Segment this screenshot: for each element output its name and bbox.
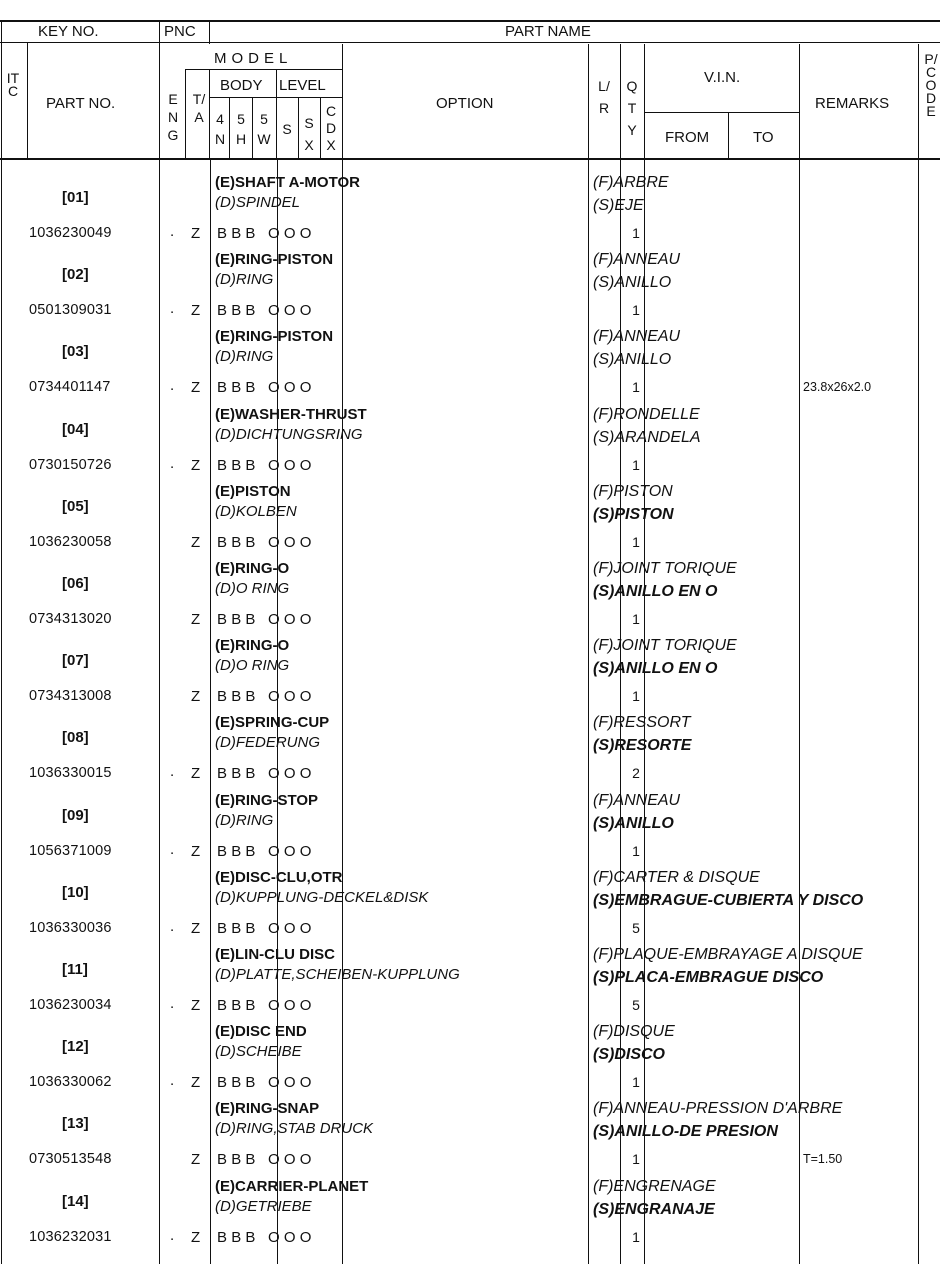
level-col-sx: SX xyxy=(304,115,314,153)
header-row1-divider xyxy=(0,42,940,43)
key-number: [13] xyxy=(62,1115,89,1132)
model-codes: BBB OOO xyxy=(217,534,316,551)
option-german: (D)RING xyxy=(215,812,274,829)
option-french: (F)ENGRENAGE xyxy=(593,1178,716,1195)
option-german: (D)O RING xyxy=(215,657,290,674)
level-col-s: S xyxy=(282,121,292,137)
body-col-5w: 5W xyxy=(257,111,271,147)
option-col-divider xyxy=(342,44,343,160)
quantity: 1 xyxy=(632,534,640,550)
model-codes: BBB OOO xyxy=(217,997,316,1014)
header-top-border xyxy=(0,20,940,22)
quantity: 1 xyxy=(632,302,640,318)
key-number: [03] xyxy=(62,343,89,360)
pnc-header: PNC xyxy=(164,23,196,40)
option-french: (F)PLAQUE-EMBRAYAGE A DISQUE xyxy=(593,946,863,963)
option-spanish: (S)PLACA-EMBRAGUE DISCO xyxy=(593,969,824,986)
key-number: [06] xyxy=(62,575,89,592)
option-english: (E)WASHER-THRUST xyxy=(215,406,367,423)
option-header: OPTION xyxy=(436,95,494,112)
option-english: (E)SHAFT A-MOTOR xyxy=(215,174,360,191)
level-header: LEVEL xyxy=(279,77,326,94)
model-codes: BBB OOO xyxy=(217,302,316,319)
header-left-border xyxy=(1,20,2,160)
option-english: (E)DISC-CLU,OTR xyxy=(215,869,343,886)
from-to-divider xyxy=(728,112,729,160)
quantity: 1 xyxy=(632,225,640,241)
option-english: (E)RING-STOP xyxy=(215,792,319,809)
option-french: (F)ANNEAU xyxy=(593,328,681,345)
option-german: (D)RING,STAB DRUCK xyxy=(215,1120,374,1137)
option-german: (D)SCHEIBE xyxy=(215,1043,302,1060)
option-french: (F)RONDELLE xyxy=(593,406,700,423)
option-german: (D)KOLBEN xyxy=(215,503,297,520)
vin-from-to-line xyxy=(644,112,799,113)
option-spanish: (S)RESORTE xyxy=(593,737,692,754)
key-number: [11] xyxy=(62,961,88,978)
quantity: 1 xyxy=(632,1229,640,1245)
option-spanish: (S)ANILLO xyxy=(593,351,672,368)
option-french: (F)RESSORT xyxy=(593,714,691,731)
option-spanish: (S)ANILLO EN O xyxy=(593,583,718,600)
model-codes: BBB OOO xyxy=(217,843,316,860)
option-spanish: (S)DISCO xyxy=(593,1046,665,1063)
option-german: (D)RING xyxy=(215,271,274,288)
option-english: (E)CARRIER-PLANET xyxy=(215,1178,369,1195)
ta-code: Z xyxy=(191,302,201,319)
option-german: (D)SPINDEL xyxy=(215,194,301,211)
itc-col-divider xyxy=(27,42,28,160)
pno-col-divider xyxy=(159,20,160,160)
key-number: [05] xyxy=(62,498,89,515)
pnc-col-divider xyxy=(209,20,210,44)
quantity: 1 xyxy=(632,611,640,627)
part-number: 1056371009 xyxy=(29,843,112,859)
part-number: 1036232031 xyxy=(29,1229,112,1245)
remarks-header: REMARKS xyxy=(815,95,890,112)
quantity: 1 xyxy=(632,843,640,859)
pcode-header: P/CODE xyxy=(924,51,938,119)
part-number: 1036230034 xyxy=(29,997,112,1013)
body-lr-divider xyxy=(588,158,589,1264)
option-spanish: (S)ENGRANAJE xyxy=(593,1201,715,1218)
part-no-header: PART NO. xyxy=(46,95,116,112)
option-english: (E)LIN-CLU DISC xyxy=(215,946,335,963)
body-option-divider xyxy=(342,158,343,1264)
itc-header: ITC xyxy=(6,70,20,99)
lr-col-divider xyxy=(588,44,589,160)
quantity: 1 xyxy=(632,457,640,473)
quantity: 5 xyxy=(632,920,640,936)
key-no-header: KEY NO. xyxy=(38,23,99,40)
key-number: [08] xyxy=(62,729,89,746)
option-spanish: (S)EMBRAGUE-CUBIERTA Y DISCO xyxy=(593,892,864,909)
option-french: (F)DISQUE xyxy=(593,1023,675,1040)
remarks-col-divider xyxy=(799,44,800,160)
model-codes: BBB OOO xyxy=(217,611,316,628)
model-codes: BBB OOO xyxy=(217,1229,316,1246)
option-german: (D)DICHTUNGSRING xyxy=(215,426,363,443)
option-english: (E)DISC END xyxy=(215,1023,307,1040)
body-remarks-divider xyxy=(799,158,800,1264)
eng-marker: . xyxy=(170,1227,175,1244)
option-french: (F)JOINT TORIQUE xyxy=(593,560,737,577)
eng-marker: . xyxy=(170,223,175,240)
quantity: 1 xyxy=(632,1074,640,1090)
body4-divider xyxy=(229,97,230,160)
body-pcode-divider xyxy=(918,158,919,1264)
option-spanish: (S)ANILLO-DE PRESION xyxy=(593,1123,778,1140)
ta-code: Z xyxy=(191,765,201,782)
model-codes: BBB OOO xyxy=(217,379,316,396)
option-english: (E)RING-O xyxy=(215,637,290,654)
part-name-header: PART NAME xyxy=(505,23,591,40)
option-english: (E)RING-PISTON xyxy=(215,328,334,345)
option-german: (D)KUPPLUNG-DECKEL&DISK xyxy=(215,889,429,906)
eng-marker: . xyxy=(170,377,175,394)
lr-header: L/R xyxy=(598,78,610,116)
part-number: 1036330036 xyxy=(29,920,112,936)
key-number: [01] xyxy=(62,189,89,206)
ta-code: Z xyxy=(191,1074,201,1091)
option-english: (E)RING-SNAP xyxy=(215,1100,320,1117)
level-s-divider xyxy=(298,97,299,160)
part-number: 1036230058 xyxy=(29,534,112,550)
key-number: [12] xyxy=(62,1038,89,1055)
option-french: (F)ARBRE xyxy=(593,174,669,191)
model-header: MODEL xyxy=(214,50,293,67)
option-spanish: (S)ANILLO xyxy=(593,274,672,291)
option-french: (F)ANNEAU xyxy=(593,792,681,809)
eng-marker: . xyxy=(170,918,175,935)
body-level-divider xyxy=(277,158,278,1264)
vin-col-divider xyxy=(644,44,645,160)
model-codes: BBB OOO xyxy=(217,225,316,242)
ta-code: Z xyxy=(191,379,201,396)
part-number: 0501309031 xyxy=(29,302,112,318)
part-number: 0734401147 xyxy=(29,379,111,395)
key-number: [04] xyxy=(62,421,89,438)
ta-col-divider xyxy=(209,69,210,160)
model-codes: BBB OOO xyxy=(217,1074,316,1091)
part-number: 0730513548 xyxy=(29,1151,112,1167)
ta-code: Z xyxy=(191,534,201,551)
body-col-5h: 5H xyxy=(235,111,247,147)
part-number: 1036330062 xyxy=(29,1074,112,1090)
option-spanish: (S)PISTON xyxy=(593,506,674,523)
model-codes: BBB OOO xyxy=(217,457,316,474)
to-header: TO xyxy=(753,129,774,146)
quantity: 5 xyxy=(632,997,640,1013)
option-spanish: (S)ARANDELA xyxy=(593,429,701,446)
quantity: 1 xyxy=(632,688,640,704)
part-number: 0734313020 xyxy=(29,611,112,627)
eng-marker: . xyxy=(170,455,175,472)
eng-header: ENG xyxy=(167,91,179,143)
key-number: [07] xyxy=(62,652,89,669)
option-german: (D)RING xyxy=(215,348,274,365)
option-french: (F)JOINT TORIQUE xyxy=(593,637,737,654)
ta-code: Z xyxy=(191,920,201,937)
ta-code: Z xyxy=(191,843,201,860)
body5-divider xyxy=(252,97,253,160)
ta-code: Z xyxy=(191,1151,201,1168)
pcode-col-divider xyxy=(918,44,919,160)
option-spanish: (S)ANILLO EN O xyxy=(593,660,718,677)
body-vin-divider xyxy=(644,158,645,1264)
option-english: (E)RING-O xyxy=(215,560,290,577)
ta-code: Z xyxy=(191,611,201,628)
quantity: 1 xyxy=(632,379,640,395)
ta-code: Z xyxy=(191,225,201,242)
option-german: (D)GETRIEBE xyxy=(215,1198,312,1215)
eng-marker: . xyxy=(170,1072,175,1089)
eng-marker: . xyxy=(170,300,175,317)
body-pno-divider xyxy=(159,158,160,1264)
eng-marker: . xyxy=(170,841,175,858)
level-col-cdx: CDX xyxy=(325,103,337,153)
key-number: [10] xyxy=(62,884,89,901)
part-number: 1036330015 xyxy=(29,765,112,781)
option-french: (F)ANNEAU-PRESSION D'ARBRE xyxy=(593,1100,843,1117)
option-english: (E)SPRING-CUP xyxy=(215,714,330,731)
quantity: 1 xyxy=(632,1151,640,1167)
qty-header: QTY xyxy=(626,78,638,138)
key-number: [14] xyxy=(62,1193,89,1210)
option-english: (E)PISTON xyxy=(215,483,291,500)
part-number: 1036230049 xyxy=(29,225,112,241)
key-number: [02] xyxy=(62,266,89,283)
option-german: (D)O RING xyxy=(215,580,290,597)
part-number: 0734313008 xyxy=(29,688,112,704)
option-spanish: (S)EJE xyxy=(593,197,644,214)
eng-col-divider xyxy=(185,69,186,160)
body-header: BODY xyxy=(220,77,263,94)
vin-header: V.I.N. xyxy=(704,69,741,86)
option-french: (F)ANNEAU xyxy=(593,251,681,268)
ta-header: T/A xyxy=(192,91,206,125)
body-qty-divider xyxy=(620,158,621,1264)
option-german: (D)FEDERUNG xyxy=(215,734,320,751)
body-level-divider xyxy=(276,69,277,160)
option-french: (F)CARTER & DISQUE xyxy=(593,869,760,886)
body-model-divider xyxy=(210,158,211,1264)
body-col-4n: 4N xyxy=(214,111,226,147)
eng-marker: . xyxy=(170,763,175,780)
option-english: (E)RING-PISTON xyxy=(215,251,334,268)
level-sx-divider xyxy=(320,97,321,160)
model-codes: BBB OOO xyxy=(217,1151,316,1168)
ta-code: Z xyxy=(191,688,201,705)
ta-code: Z xyxy=(191,1229,201,1246)
option-german: (D)PLATTE,SCHEIBEN-KUPPLUNG xyxy=(215,966,460,983)
ta-code: Z xyxy=(191,997,201,1014)
option-spanish: (S)ANILLO xyxy=(593,815,674,832)
remarks-text: 23.8x26x2.0 xyxy=(803,380,872,394)
eng-marker: . xyxy=(170,995,175,1012)
ta-code: Z xyxy=(191,457,201,474)
option-french: (F)PISTON xyxy=(593,483,673,500)
part-number: 0730150726 xyxy=(29,457,112,473)
model-codes: BBB OOO xyxy=(217,688,316,705)
qty-col-divider xyxy=(620,44,621,160)
quantity: 2 xyxy=(632,765,640,781)
remarks-text: T=1.50 xyxy=(803,1152,843,1166)
key-number: [09] xyxy=(62,807,89,824)
from-header: FROM xyxy=(665,129,710,146)
model-codes: BBB OOO xyxy=(217,920,316,937)
model-codes: BBB OOO xyxy=(217,765,316,782)
body-left-border xyxy=(1,158,2,1264)
